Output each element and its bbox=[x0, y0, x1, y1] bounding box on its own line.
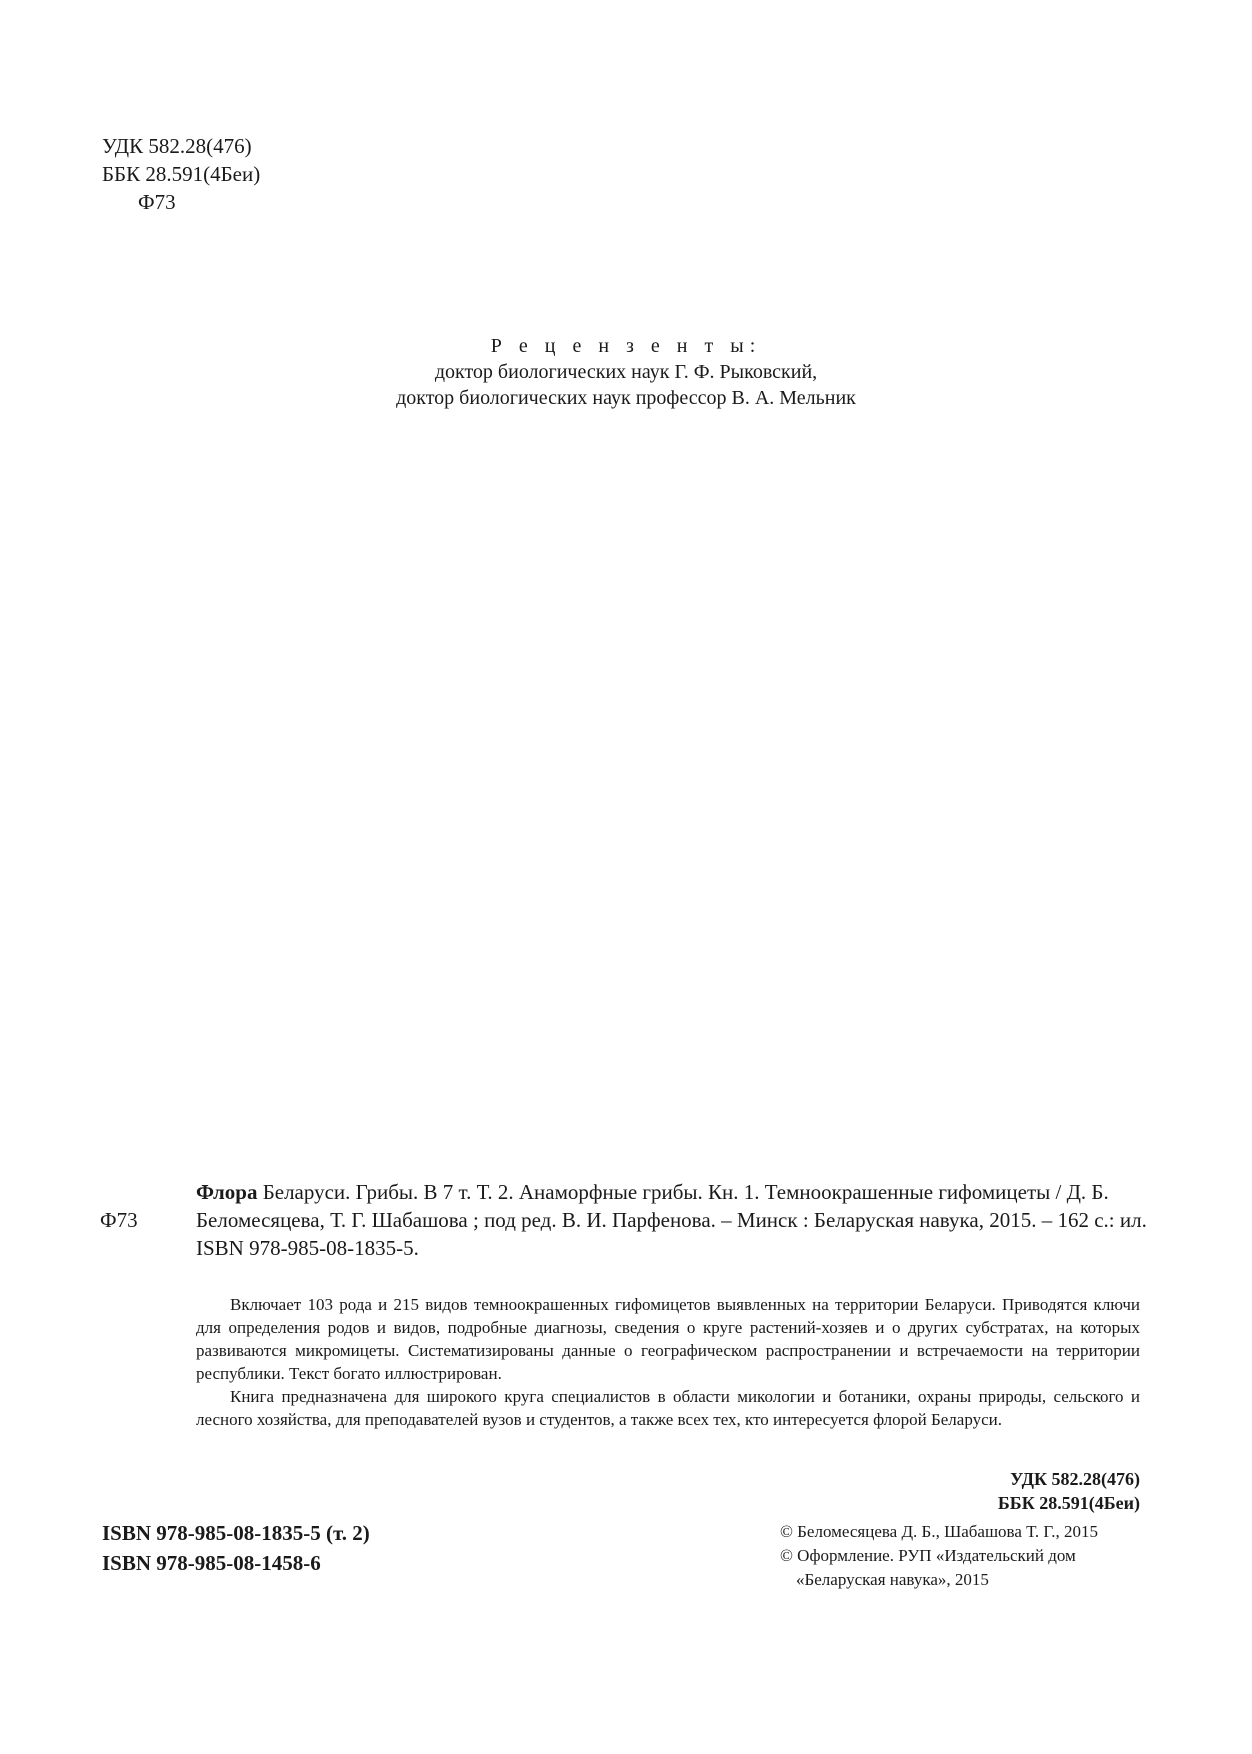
isbn-block bbox=[102, 1518, 370, 1578]
reviewers-heading: Р е ц е н з е н т ы: bbox=[490, 335, 762, 357]
bottom-classification bbox=[998, 1467, 1140, 1515]
bibliographic-record bbox=[100, 1178, 1160, 1262]
bibliographic-code: Ф73 bbox=[100, 1208, 138, 1232]
udk-code: УДК 582.28(476) bbox=[102, 134, 252, 158]
reviewer-2: доктор биологических наук профессор В. А. Мельник bbox=[396, 387, 856, 409]
bibliographic-description bbox=[100, 1178, 1160, 1234]
reviewers-block bbox=[0, 333, 1252, 411]
copyright-block bbox=[780, 1520, 1098, 1592]
isbn-set: ISBN 978-985-08-1458-6 bbox=[102, 1551, 321, 1575]
copyright-design: © Оформление. РУП «Издательский дом bbox=[780, 1546, 1076, 1565]
bibliographic-isbn: ISBN 978-985-08-1835-5. bbox=[196, 1236, 419, 1260]
bottom-udk-code: УДК 582.28(476) bbox=[1010, 1469, 1140, 1489]
copyright-authors: © Беломесяцева Д. Б., Шабашова Т. Г., 2015 bbox=[780, 1522, 1098, 1541]
annotation-paragraph-1: Включает 103 рода и 215 видов темноокрашенных гифомицетов выявленных на территории Беларуси. Приводятся ключи для определения родов и видов, подробные диагнозы, сведения о круге растений-хозяев и о других субстратах, на которых развиваются микромицеты. Систематизированы данные о географическом распространении и встречаемости на территории республики. Текст богато иллюстрирован. bbox=[196, 1295, 1140, 1383]
reviewer-1: доктор биологических наук Г. Ф. Рыковский, bbox=[434, 361, 818, 383]
annotation-paragraph-2: Книга предназначена для широкого круга специалистов в области микологии и ботаники, охраны природы, сельского и лесного хозяйства, для преподавателей вузов и студентов, а также всех тех, кто интересуется флорой Беларуси. bbox=[196, 1387, 1140, 1429]
author-code: Ф73 bbox=[138, 190, 176, 214]
annotation bbox=[196, 1293, 1140, 1431]
classification-block bbox=[102, 132, 260, 216]
bbk-code: ББК 28.591(4Беи) bbox=[102, 162, 261, 186]
copyright-publisher: «Беларуская навука», 2015 bbox=[796, 1570, 989, 1589]
book-description: Беларуси. Грибы. В 7 т. Т. 2. Анаморфные грибы. Кн. 1. Темноокрашенные гифомицеты / Д. Б. Беломесяцева, Т. Г. Шабашова ; под ред. В. И. Парфенова. – Минск : Беларуская навука, 2015. – 162 с.: ил. bbox=[196, 1180, 1147, 1232]
book-title-keyword: Флора bbox=[196, 1180, 258, 1204]
isbn-volume: ISBN 978-985-08-1835-5 (т. 2) bbox=[102, 1521, 370, 1545]
bottom-bbk-code: ББК 28.591(4Беи) bbox=[997, 1493, 1140, 1513]
